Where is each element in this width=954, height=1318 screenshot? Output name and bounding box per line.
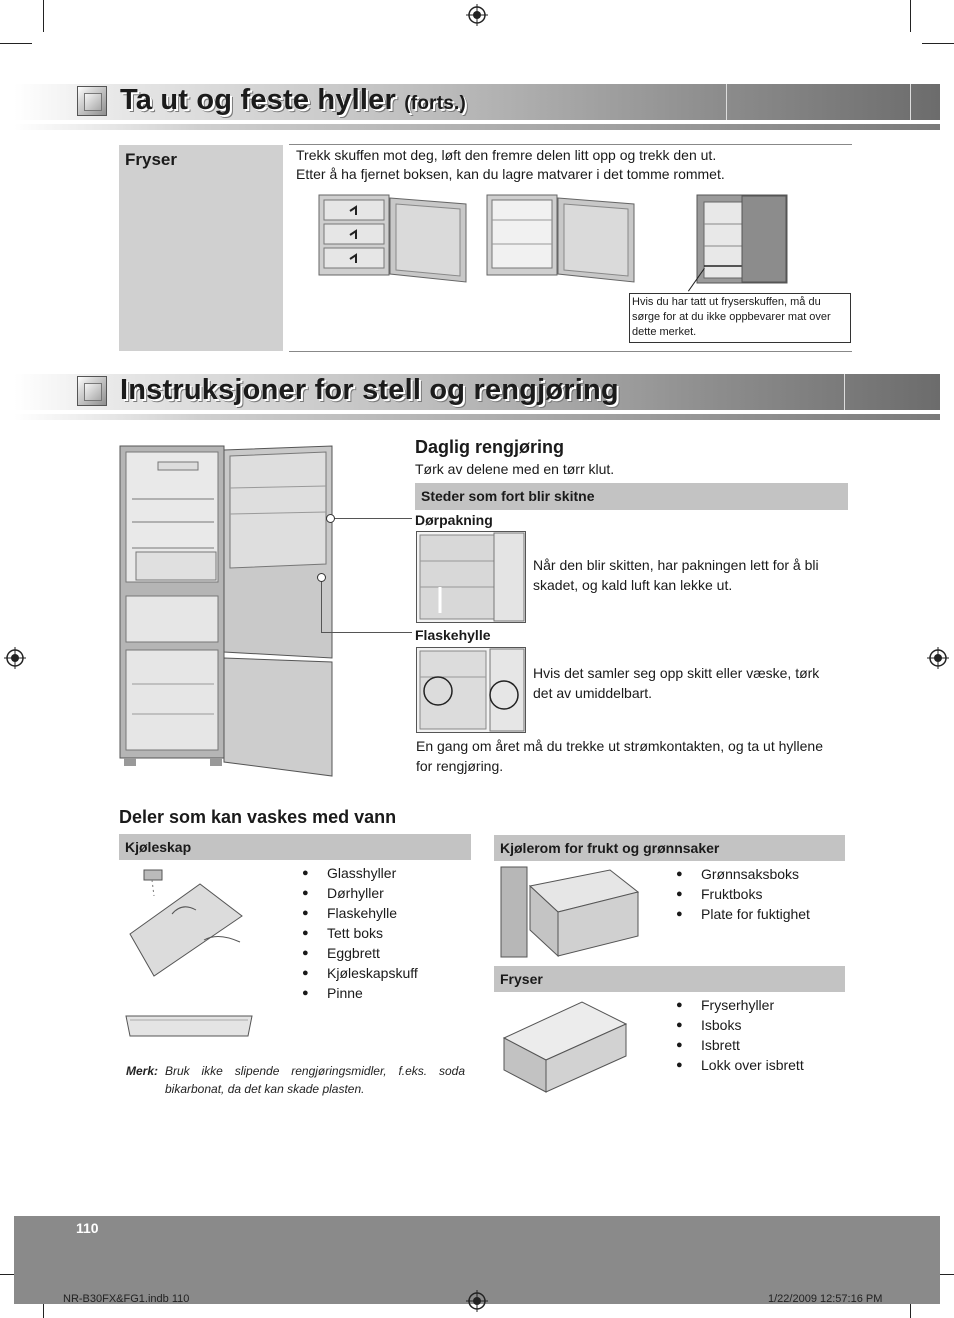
divider — [289, 351, 852, 352]
crisper-parts-list — [676, 864, 810, 924]
list-item: ● Plate for fuktighet — [676, 904, 810, 924]
leader-line — [330, 518, 412, 519]
freezer-instruction-2: Etter å ha fjernet boksen, kan du lagre matvarer i det tomme rommet. — [296, 166, 725, 182]
list-item: ● Fruktboks — [676, 884, 810, 904]
bottle-shelf-illustration — [416, 647, 526, 733]
washable-heading: Deler som kan vaskes med vann — [119, 807, 397, 827]
bottle-shelf-label: Flaskehylle — [415, 627, 491, 643]
list-item: ● Grønnsaksboks — [676, 864, 810, 884]
banner-divider — [726, 84, 727, 120]
freezer-empty-illustration — [486, 194, 638, 286]
leader-line — [321, 578, 322, 632]
list-item: ● Lokk over isbrett — [676, 1055, 804, 1075]
section-banner-care — [14, 374, 940, 410]
door-seal-label: Dørpakning — [415, 512, 493, 528]
registration-mark-icon — [4, 647, 26, 669]
crisper-drawer-illustration — [500, 866, 642, 958]
registration-mark-icon — [927, 647, 949, 669]
leader-dot — [317, 573, 326, 582]
section-title: Instruksjoner for stell og rengjøring — [120, 374, 619, 406]
crop-mark — [922, 43, 954, 44]
freezer-label: Fryser — [125, 150, 177, 169]
leader-dot — [326, 514, 335, 523]
freezer-parts-list — [676, 995, 804, 1075]
list-item: ● Glasshyller — [302, 863, 418, 883]
freezer-drawers-illustration — [318, 194, 470, 286]
door-seal-text: Når den blir skitten, har pakningen lett for å bli skadet, og kald luft kan lekke ut. — [533, 557, 819, 593]
crop-mark — [0, 43, 32, 44]
door-shelf-illustration — [124, 1006, 254, 1040]
freezer-instruction-1: Trekk skuffen mot deg, løft den fremre delen litt opp og trekk den ut. — [296, 147, 717, 163]
crisper-bar: Kjølerom for frukt og grønnsaker — [494, 835, 845, 861]
yearly-cleaning-text: En gang om året må du trekke ut strømkontakten, og ta ut hyllene for rengjøring. — [416, 738, 823, 774]
note-label: Merk: — [126, 1064, 159, 1078]
list-item: ● Eggbrett — [302, 943, 418, 963]
dirty-places-bar: Steder som fort blir skitne — [415, 483, 848, 510]
banner-divider — [910, 84, 911, 120]
leader-line — [321, 632, 412, 633]
banner-square-icon — [77, 376, 107, 406]
door-seal-illustration — [416, 531, 526, 623]
bottle-shelf-text: Hvis det samler seg opp skitt eller væske, tørk det av umiddelbart. — [533, 665, 820, 701]
freezer-bar: Fryser — [494, 966, 845, 992]
timestamp: 1/22/2009 12:57:16 PM — [768, 1293, 883, 1305]
banner-underline — [14, 414, 940, 420]
section-banner-shelves — [14, 84, 940, 120]
washing-shelf-illustration — [124, 864, 246, 984]
banner-divider — [844, 374, 845, 410]
freezer-drawer-illustration — [500, 998, 630, 1094]
file-name: NR-B30FX&FG1.indb 110 — [63, 1293, 190, 1305]
list-item: ● Isbrett — [676, 1035, 804, 1055]
banner-square-icon — [77, 86, 107, 116]
fridge-bar: Kjøleskap — [119, 834, 471, 860]
crop-mark — [43, 0, 44, 32]
fridge-open-illustration — [118, 444, 340, 780]
list-item: ● Flaskehylle — [302, 903, 418, 923]
freezer-label-box — [119, 145, 283, 351]
list-item: ● Kjøleskapskuff — [302, 963, 418, 983]
daily-cleaning-text: Tørk av delene med en tørr klut. — [415, 461, 615, 477]
page-number: 110 — [76, 1220, 99, 1236]
daily-cleaning-heading: Daglig rengjøring — [415, 437, 565, 457]
callout-box — [629, 293, 851, 343]
list-item: ● Fryserhyller — [676, 995, 804, 1015]
list-item: ● Dørhyller — [302, 883, 418, 903]
freezer-side-illustration — [696, 194, 792, 286]
registration-mark-icon — [466, 1290, 488, 1312]
note-text: Bruk ikke slipende rengjøringsmidler, f.eks. soda bikarbonat, da det kan skade plasten. — [165, 1064, 465, 1096]
list-item: ● Pinne — [302, 983, 418, 1003]
callout-text: Hvis du har tatt ut fryserskuffen, må du sørge for at du ikke oppbevarer mat over dette merket. — [632, 296, 831, 338]
section-title: Ta ut og feste hyller (forts.) — [120, 84, 467, 116]
registration-mark-icon — [466, 4, 488, 26]
fridge-parts-list — [302, 863, 418, 1003]
list-item: ● Isboks — [676, 1015, 804, 1035]
banner-underline — [14, 124, 940, 130]
crop-mark — [910, 0, 911, 32]
list-item: ● Tett boks — [302, 923, 418, 943]
